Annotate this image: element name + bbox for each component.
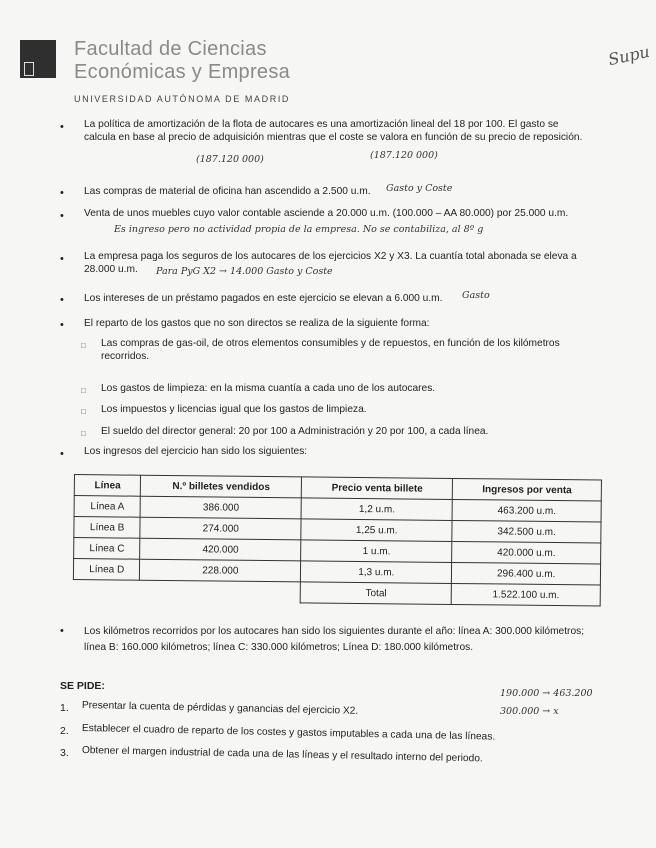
cell-ingresos: 463.200 u.m. — [452, 499, 601, 522]
task-number: 1. — [60, 702, 69, 714]
col-header-billetes: N.º billetes vendidos — [141, 475, 302, 498]
cell-precio: 1,3 u.m. — [301, 561, 452, 584]
cell-linea: Línea C — [74, 538, 141, 560]
col-header-linea: Línea — [74, 475, 141, 497]
bullet-dot: • — [60, 294, 64, 306]
cell-linea: Línea B — [74, 517, 141, 539]
cell-linea: Línea D — [73, 559, 140, 581]
faculty-title-line2: Económicas y Empresa — [74, 61, 291, 83]
bullet-dot: • — [60, 121, 64, 133]
task-2: Establecer el cuadro de reparto de los costes y gastos imputables a cada una de las líneas. — [81, 723, 496, 743]
handwritten-note-adquisicion: (187.120 000) — [196, 154, 264, 165]
bullet-dot: • — [60, 319, 64, 331]
bullet-seguros: La empresa paga los seguros de los autocares de los ejercicios X2 y X3. La cuantía total abonada se eleva a 28.000 u.m. — [84, 251, 577, 275]
col-header-ingresos: Ingresos por venta — [453, 478, 602, 501]
se-pide-heading: SE PIDE: — [60, 680, 105, 692]
cell-total-label: Total — [300, 582, 451, 605]
handwritten-corner-note: Supu — [606, 41, 652, 70]
cell-ingresos: 420.000 u.m. — [452, 541, 601, 564]
bullet-dot: • — [60, 210, 64, 222]
handwritten-note-intereses: Gasto — [462, 290, 490, 301]
sub-bullet-impuestos: Los impuestos y licencias igual que los gastos de limpieza. — [101, 404, 367, 415]
handwritten-note-oficina: Gasto y Coste — [386, 183, 453, 194]
col-header-precio: Precio venta billete — [302, 477, 453, 500]
faculty-title-line1: Facultad de Ciencias — [74, 38, 267, 60]
handwritten-calc-2: 300.000 → x — [500, 706, 559, 717]
sub-bullet-gasoil: Las compras de gas-oil, de otros elementos consumibles y de repuestos, en función de los kilómetros recorridos. — [101, 338, 560, 362]
cell-ingresos: 342.500 u.m. — [452, 520, 601, 543]
kilometros-text: Los kilómetros recorridos por los autocares han sido los siguientes durante el año: línea A: 300.000 kilómetros; línea B: 160.000 kilómetros; línea C: 330.000 kilómetros; Línea D: 180.000 kilómetros. — [84, 626, 585, 653]
sub-bullet-marker: □ — [81, 429, 86, 438]
task-number: 3. — [60, 747, 69, 759]
bullet-dot: • — [60, 448, 64, 460]
handwritten-calc-1: 190.000 → 463.200 — [500, 688, 593, 699]
university-name: UNIVERSIDAD AUTÓNOMA DE MADRID — [74, 94, 291, 104]
handwritten-note-muebles: Es ingreso pero no actividad propia de la empresa. No se contabiliza, al 8º g — [114, 224, 484, 235]
bullet-intereses: Los intereses de un préstamo pagados en este ejercicio se elevan a 6.000 u.m. — [84, 293, 443, 304]
cell-billetes: 420.000 — [140, 538, 301, 561]
task-3: Obtener el margen industrial de cada una de las líneas y el resultado interno del periodo. — [81, 745, 483, 765]
bullet-reparto-gastos: El reparto de los gastos que no son directos se realiza de la siguiente forma: — [84, 318, 430, 329]
ingresos-intro: Los ingresos del ejercicio han sido los siguientes: — [84, 446, 308, 457]
bullet-venta-muebles: Venta de unos muebles cuyo valor contable asciende a 20.000 u.m. (100.000 – AA 80.000) por 25.000 u.m. — [84, 208, 569, 219]
handwritten-note-seguros: Para PyG X2 → 14.000 Gasto y Coste — [156, 266, 333, 277]
cell-precio: 1 u.m. — [301, 540, 452, 563]
cell-ingresos: 296.400 u.m. — [452, 562, 601, 585]
bullet-material-oficina: Las compras de material de oficina han ascendido a 2.500 u.m. — [84, 186, 371, 197]
bullet-amortizacion: La política de amortización de la flota de autocares es una amortización lineal del 18 por 100. El gasto se calcula en base al precio de adquisición mientras que el coste se valora en función de su precio de reposición. — [84, 119, 583, 143]
sub-bullet-marker: □ — [81, 341, 86, 350]
bullet-dot: • — [60, 253, 64, 265]
sub-bullet-sueldo-director: El sueldo del director general: 20 por 100 a Administración y 20 por 100, a cada línea. — [101, 426, 489, 437]
sub-bullet-limpieza: Los gastos de limpieza: en la misma cuantía a cada uno de los autocares. — [101, 383, 436, 394]
cell-precio: 1,2 u.m. — [301, 498, 452, 521]
cell-total-value: 1.522.100 u.m. — [452, 583, 601, 606]
handwritten-note-reposicion: (187.120 000) — [370, 150, 438, 161]
cell-linea: Línea A — [74, 496, 141, 518]
bullet-dot: • — [60, 187, 64, 199]
ingresos-table — [73, 474, 602, 607]
table-total-row — [73, 579, 600, 606]
university-logo — [20, 40, 56, 78]
bullet-dot: • — [60, 625, 64, 637]
task-number: 2. — [60, 725, 69, 737]
cell-billetes: 386.000 — [140, 496, 301, 519]
sub-bullet-marker: □ — [81, 407, 86, 416]
cell-precio: 1,25 u.m. — [301, 519, 452, 542]
sub-bullet-marker: □ — [81, 386, 86, 395]
cell-billetes: 274.000 — [140, 517, 301, 540]
cell-billetes: 228.000 — [140, 559, 301, 582]
task-1: Presentar la cuenta de pérdidas y ganancias del ejercicio X2. — [81, 700, 359, 717]
